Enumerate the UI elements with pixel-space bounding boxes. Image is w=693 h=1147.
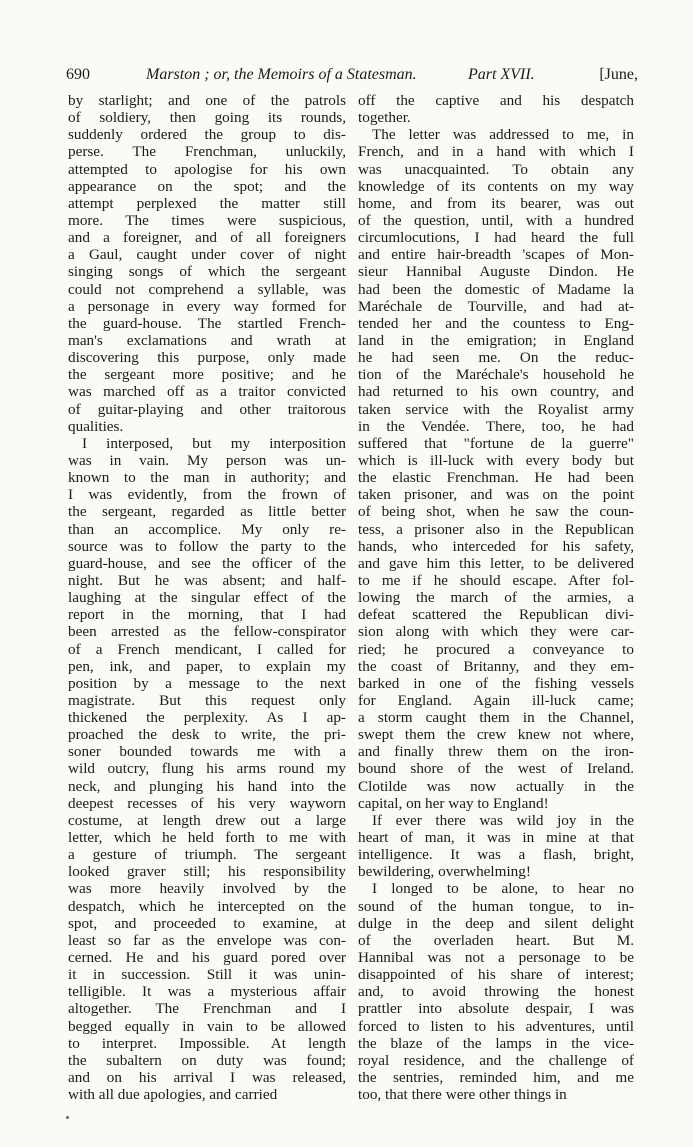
text-line: laughing at the singular effect of the — [68, 589, 346, 607]
text-line: guard-house, and see the officer of the — [68, 554, 346, 572]
text-line: I interposed, but my interposition — [82, 434, 346, 452]
text-line: intelligence. It was a flash, bright, — [358, 846, 634, 864]
text-line: disappointed of his share of interest; — [358, 966, 634, 984]
text-line: been arrested as the fellow-conspirator — [68, 623, 346, 641]
text-line: it in succession. Still it was unin- — [68, 966, 346, 984]
text-line: bewildering, overwhelming! — [358, 863, 531, 881]
text-line: of soldiery, then going its rounds, — [68, 109, 346, 127]
text-line: of a French mendicant, I called for — [68, 640, 346, 658]
text-line: If ever there was wild joy in the — [372, 811, 634, 829]
text-line: despatch, which he intercepted on the — [68, 897, 346, 915]
text-line: begged equally in vain to be allowed — [68, 1017, 346, 1035]
text-line: too, that there were other things in — [358, 1086, 567, 1104]
text-line: a Gaul, caught under cover of night — [68, 246, 346, 264]
text-line: qualities. — [68, 417, 124, 435]
text-line: and finally threw them on the iron- — [358, 743, 634, 761]
text-line: knowledge of its contents on my way — [358, 177, 634, 195]
right-text-column — [358, 92, 634, 1103]
text-line: the sergeant more positive; and he — [68, 366, 346, 384]
text-line: taken prisoner, and was on the point — [358, 486, 634, 504]
text-line: a personage in every way formed for — [68, 297, 346, 315]
text-line: singing songs of which the sergeant — [68, 263, 346, 281]
text-line: spot, and proceeded to examine, at — [68, 914, 346, 932]
text-line: forced to listen to his adventures, until — [358, 1017, 634, 1035]
text-line: pen, ink, and paper, to explain my — [68, 657, 346, 675]
running-title: Marston ; or, the Memoirs of a Statesman. — [146, 66, 417, 83]
text-line: Maréchale de Tourville, and had at- — [358, 297, 634, 315]
text-line: by starlight; and one of the patrols — [68, 92, 346, 109]
text-line: telligible. It was a mysterious affair — [68, 983, 346, 1001]
text-line: was in vain. My person was un- — [68, 451, 346, 469]
text-line: sieur Hannibal Auguste Dindon. He — [358, 263, 634, 281]
text-line: a gesture of triumph. The sergeant — [68, 846, 346, 864]
text-line: thickened the perplexity. As I ap- — [68, 709, 346, 727]
text-line: of guitar-playing and other traitorous — [68, 400, 346, 418]
text-line: and a foreigner, and of all foreigners — [68, 229, 346, 247]
text-line: and, to avoid throwing the honest — [358, 983, 634, 1001]
text-line: least so far as the envelope was con- — [68, 931, 346, 949]
text-line: French, and in a hand with which I — [358, 143, 634, 161]
text-line: attempt perplexed the matter still — [68, 194, 346, 212]
text-line: land in the emigration; in England — [358, 331, 634, 349]
text-line: report in the morning, that I had — [68, 606, 346, 624]
text-line: tended her and the countess to Eng- — [358, 314, 634, 332]
text-line: position by a message to the next — [68, 674, 346, 692]
text-line: off the captive and his despatch — [358, 92, 634, 109]
text-line: and entire hair-breadth 'scapes of Mon- — [358, 246, 634, 264]
text-line: with all due apologies, and carried — [68, 1086, 278, 1104]
text-line: circumlocutions, I had heard the full — [358, 229, 634, 247]
text-line: wild outcry, flung his arms round my — [68, 760, 346, 778]
text-line: to me if he should escape. After fol- — [358, 571, 634, 589]
month-label: [June, — [599, 66, 638, 83]
text-line: had been the domestic of Madame la — [358, 280, 634, 298]
text-line: than an accomplice. My only re- — [68, 520, 346, 538]
text-line: of the overladen heart. But M. — [358, 931, 634, 949]
text-line: was unacquainted. To obtain any — [358, 160, 634, 178]
text-line: the coast of Britanny, and they em- — [358, 657, 634, 675]
text-line: the sergeant, regarded as little better — [68, 503, 346, 521]
text-line: hands, who interceded for his safety, — [358, 537, 634, 555]
text-line: the guard-house. The startled French- — [68, 314, 346, 332]
text-line: the blaze of the lamps in the vice- — [358, 1034, 634, 1052]
part-label: Part XVII. — [468, 66, 535, 83]
text-line: bound shore of the west of Ireland. — [358, 760, 634, 778]
text-line: lowing the march of the armies, a — [358, 589, 634, 607]
text-line: the elastic Frenchman. He had been — [358, 469, 634, 487]
text-line: looked graver still; his responsibility — [68, 863, 346, 881]
text-line: the sentries, reminded him, and me — [358, 1069, 634, 1087]
text-line: night. But he was absent; and half- — [68, 571, 346, 589]
text-line: for England. Again ill-luck came; — [358, 691, 634, 709]
running-header — [66, 64, 638, 86]
text-line: home, and from its bearer, was out — [358, 194, 634, 212]
page-speck — [66, 1116, 69, 1119]
text-line: in the Vendée. There, too, he had — [358, 417, 634, 435]
text-line: known to the man in authority; and — [68, 469, 346, 487]
page-number: 690 — [66, 66, 90, 83]
text-line: appearance on the spot; and the — [68, 177, 346, 195]
text-line: attempted to apologise for his own — [68, 160, 346, 178]
text-line: suffered that "fortune de la guerre" — [358, 434, 634, 452]
text-line: proached the desk to write, the pri- — [68, 726, 346, 744]
text-line: together. — [358, 109, 411, 127]
text-line: sion along with which they were car- — [358, 623, 634, 641]
text-line: to interpret. Impossible. At length — [68, 1034, 346, 1052]
text-line: heart of man, it was in mine at that — [358, 829, 634, 847]
text-line: soner bounded towards me with a — [68, 743, 346, 761]
text-line: prattler into absolute despair, I was — [358, 1000, 634, 1018]
text-line: capital, on her way to England! — [358, 794, 549, 812]
left-text-column — [68, 92, 346, 1103]
text-line: tess, a prisoner also in the Republican — [358, 520, 634, 538]
text-line: suddenly ordered the group to dis- — [68, 126, 346, 144]
text-line: deepest recesses of his very wayworn — [68, 794, 346, 812]
text-line: which is ill-luck with every body but — [358, 451, 634, 469]
text-line: tion of the Maréchale's household he — [358, 366, 634, 384]
text-line: The letter was addressed to me, in — [372, 126, 634, 144]
text-line: dulge in the deep and silent delight — [358, 914, 634, 932]
text-line: I was evidently, from the frown of — [68, 486, 346, 504]
text-line: sound of the human tongue, to in- — [358, 897, 634, 915]
text-line: and gave him this letter, to be delivered — [358, 554, 634, 572]
text-line: magistrate. But this request only — [68, 691, 346, 709]
text-line: barked in one of the fishing vessels — [358, 674, 634, 692]
text-line: perse. The Frenchman, unluckily, — [68, 143, 346, 161]
text-line: taken service with the Royalist army — [358, 400, 634, 418]
text-line: Hannibal was not a personage to be — [358, 949, 634, 967]
text-line: and on his arrival I was released, — [68, 1069, 346, 1087]
text-line: neck, and plunging his hand into the — [68, 777, 346, 795]
text-line: swept them the crew knew not where, — [358, 726, 634, 744]
text-line: he had seen me. On the reduc- — [358, 349, 634, 367]
text-line: the subaltern on duty was found; — [68, 1051, 346, 1069]
text-line: I longed to be alone, to hear no — [372, 880, 634, 898]
text-line: ried; he procured a conveyance to — [358, 640, 634, 658]
text-line: source was to follow the party to the — [68, 537, 346, 555]
text-line: more. The times were suspicious, — [68, 211, 346, 229]
text-line: Clotilde was now actually in the — [358, 777, 634, 795]
text-line: could not comprehend a syllable, was — [68, 280, 346, 298]
text-line: had returned to his own country, and — [358, 383, 634, 401]
text-line: a storm caught them in the Channel, — [358, 709, 634, 727]
text-line: of the question, until, with a hundred — [358, 211, 634, 229]
text-line: costume, at length drew out a large — [68, 811, 346, 829]
text-line: was more heavily involved by the — [68, 880, 346, 898]
text-line: cerned. He and his guard pored over — [68, 949, 346, 967]
text-line: of being shot, when he saw the coun- — [358, 503, 634, 521]
text-line: defeat scattered the Republican divi- — [358, 606, 634, 624]
text-line: was marched off as a traitor convicted — [68, 383, 346, 401]
text-line: letter, which he held forth to me with — [68, 829, 346, 847]
text-line: discovering this purpose, only made — [68, 349, 346, 367]
text-line: altogether. The Frenchman and I — [68, 1000, 346, 1018]
text-line: royal residence, and the challenge of — [358, 1051, 634, 1069]
text-line: man's exclamations and wrath at — [68, 331, 346, 349]
